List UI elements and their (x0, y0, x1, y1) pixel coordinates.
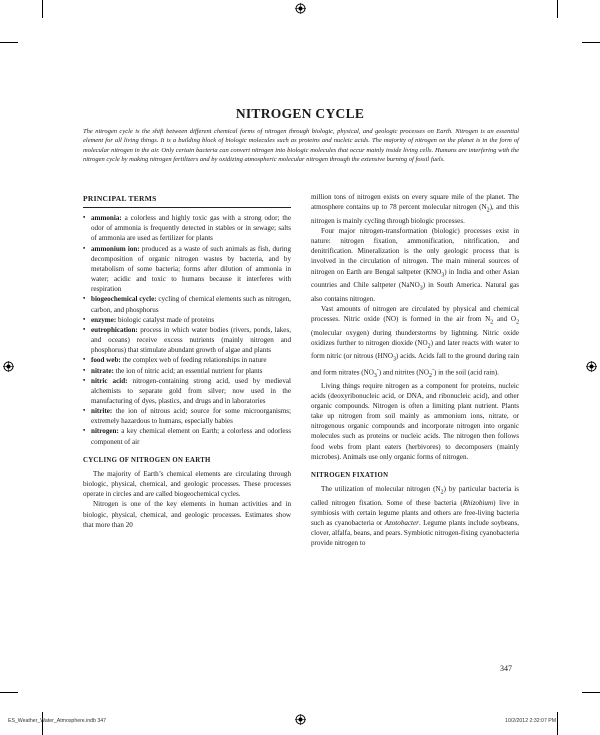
term: nitrogen: (91, 427, 119, 436)
list-item (83, 426, 291, 446)
term: ammonium ion: (91, 244, 140, 253)
subscript: 2 (440, 489, 444, 496)
right-column (311, 192, 519, 548)
term: food web: (91, 356, 121, 365)
term: nitrite: (91, 407, 113, 416)
definition: nitrogen-containing strong acid, used by medieval alchemists to separate gold from silver; now used in the manufacturing of dyes, plastics, and drugs and in laboratories (91, 376, 291, 405)
subscript: 3 (441, 271, 445, 278)
term: eutrophication: (91, 325, 138, 334)
crop-mark (0, 692, 18, 693)
list-item (83, 325, 291, 355)
paragraph: The majority of Earth’s chemical elements are circulating through biologic, physical, chemical, and geologic processes. These processes operate in circles and are called biogeochemical cycles. (83, 469, 291, 499)
text-run: . Legume plants include soybeans, clover, alfalfa, beans, and pears. Symbiotic nitrogen-fixing cyanobacteria provide nitrogen to (311, 518, 519, 548)
list-item (83, 366, 291, 376)
text-run: ), and this nitrogen is mainly cycling through biologic processes. (311, 203, 519, 225)
list-item (83, 315, 291, 325)
list-item (83, 244, 291, 295)
text-run: ) and nitrites (NO (378, 368, 430, 377)
term: nitrate: (91, 366, 114, 375)
definition: a colorless and highly toxic gas with a strong odor; the odor of ammonia is frequently detected in stables or in sewage; salts of ammonia are used as fertilizer for plants (91, 214, 291, 243)
list-item (83, 294, 291, 314)
crop-mark (582, 42, 600, 43)
definition: cycling of chemical elements such as nitrogen, carbon, and phosphorus (91, 295, 292, 314)
paragraph (311, 304, 519, 381)
subscript: 2 (486, 207, 490, 214)
text-run: ) in India and other Asian countries and Chile saltpeter (NaNO (311, 267, 519, 290)
left-column (83, 192, 291, 530)
registration-mark-top-icon (295, 3, 306, 14)
text-run: (molecular oxygen) during thunderstorms by lightning. Nitric oxide oxidizes further to nitrogen dioxide (NO (311, 328, 519, 347)
subscript: 2 (490, 319, 494, 326)
text-run: ) in South America. Natural gas also contains nitrogen. (311, 281, 519, 303)
print-slug-file: ES_Weather_Water_Atmosphere.indb 347 (8, 718, 107, 724)
text-run: and O (493, 314, 517, 323)
text-run: ) in the soil (acid rain). (433, 368, 499, 377)
crop-mark (0, 42, 18, 43)
paragraph: Living things require nitrogen as a component for proteins, nucleic acids (deoxyribonucleic acid, or DNA, and ribonucleic acid), and other organic compounds. Nitrogen is often a limiting plant nutrient. Plants take up nitrogen from soil mainly as ammonium ions, nitrate, or nitrogenous organic compounds and incorporate nitrogen into organic molecules such as proteins or nucleic acids. The nitrogen then follows food webs from plant eaters (herbivores) to decomposers (mainly microbes). Animals use only organic forms of nitrogen. (311, 381, 519, 461)
registration-mark-right-icon (586, 361, 597, 372)
list-item (83, 406, 291, 426)
text-run: ) live in symbiosis with certain legume plants and others are free-living bacteria such as cyanobacteria or (311, 498, 519, 527)
definition: a key chemical element on Earth; a colorless and odorless component of air (91, 427, 291, 446)
text-run: ) and later reacts with water to form nitric (or nitrous (HNO (311, 338, 519, 361)
term: enzyme: (91, 315, 117, 324)
term: ammonia: (91, 214, 122, 223)
definition: the ion of nitrous acid; source for some microorganisms; extremely hazardous to humans, especially babies (91, 407, 291, 426)
term: nitric acid: (91, 376, 128, 385)
page-number: 347 (500, 664, 512, 673)
text-run: The utilization of molecular nitrogen (N (321, 485, 441, 494)
page-title: NITROGEN CYCLE (235, 106, 365, 121)
definition: the complex web of feeding relationships in nature (120, 356, 267, 365)
text-run: Vast amounts of nitrogen are circulated by physical and chemical processes. Nitric oxide (NO) is formed in the air from N (311, 304, 519, 323)
superscript: - (431, 366, 434, 373)
list-item (83, 355, 291, 365)
definition: produced as a waste of such animals as fish, during decomposition of organic nitrogen wastes by bacteria, and by metabolism of some bacteria; forms after dilution of ammonia in water; acidic and toxic to humans because it interferes with respiration (91, 244, 291, 294)
crop-mark (582, 692, 600, 693)
section-heading-fixation: NITROGEN FIXATION (311, 471, 389, 479)
subscript: 2 (429, 372, 432, 379)
list-item (83, 376, 291, 406)
superscript: - (376, 366, 379, 373)
crop-mark (557, 712, 558, 735)
text-run: million tons of nitrogen exists on every square mile of the planet. The atmosphere contains up to 78 percent molecular nitrogen (N (311, 193, 519, 212)
subscript: 3 (392, 356, 396, 363)
text-run: ) by particular bacteria is called nitrogen fixation. Some of these bacteria ( (311, 485, 519, 507)
subscript: 3 (373, 372, 377, 379)
term: biogeochemical cycle: (91, 295, 157, 304)
text-run: ) acids. Acids fall to the ground during rain and form nitrates (NO (311, 352, 520, 377)
subscript: 3 (419, 285, 423, 292)
text-run: Four major nitrogen-transformation (biologic) processes exist in nature: nitrogen fixation, ammonification, nitrification, and denitrification. Mineralization is the only geologic process that is involved in the circulation of nitrogen. The main mineral sources of nitrogen on Earth are Bengal saltpeter (KNO (311, 226, 519, 276)
definition: the ion of nitric acid; an essential nutrient for plants (113, 366, 263, 375)
print-slug-date: 10/2/2012 2:32:07 PM (505, 718, 557, 724)
paragraph: Nitrogen is one of the key elements in human activities and in biologic, physical, chemical, and geologic processes. Estimates show that more than 20 (83, 500, 291, 529)
principal-terms-heading: PRINCIPAL TERMS (83, 194, 291, 208)
list-item (83, 213, 291, 243)
subscript: 2 (516, 319, 520, 326)
section-heading-cycling: CYCLING OF NITROGEN ON EARTH (83, 456, 211, 464)
registration-mark-left-icon (3, 361, 14, 372)
subscript: 2 (427, 343, 431, 350)
terms-list (83, 213, 291, 447)
intro-paragraph: The nitrogen cycle is the shift between different chemical forms of nitrogen through biologic, physical, and geologic processes on Earth. Nitrogen is an essential element for all living things. It is a building block of biologic molecules such as proteins and nucleic acids. The majority of nitrogen on the planet is in the form of molecular nitrogen in the air. Only certain bacteria can convert nitrogen into biologic molecules that occur mainly inside living cells. Humans are interfering with the nitrogen cycle by making nitrogen fertilizers and by oxidizing atmospheric molecular nitrogen through the extensive burning of fossil fuels. (83, 128, 519, 163)
crop-mark (557, 0, 558, 18)
definition: process in which water bodies (rivers, ponds, lakes, and oceans) receive excess nutrients (mainly nitrogen and phosphorus) that stimulate abundant growth of algae and plants (91, 325, 291, 355)
definition: biologic catalyst made of proteins (116, 315, 215, 324)
paragraph (311, 192, 519, 226)
crop-mark (42, 0, 43, 18)
registration-mark-bottom-icon (295, 714, 306, 725)
paragraph (311, 226, 519, 304)
italic-term: Azotobacter (384, 518, 419, 527)
italic-term: Rhizobium (462, 498, 494, 507)
paragraph (311, 484, 519, 548)
